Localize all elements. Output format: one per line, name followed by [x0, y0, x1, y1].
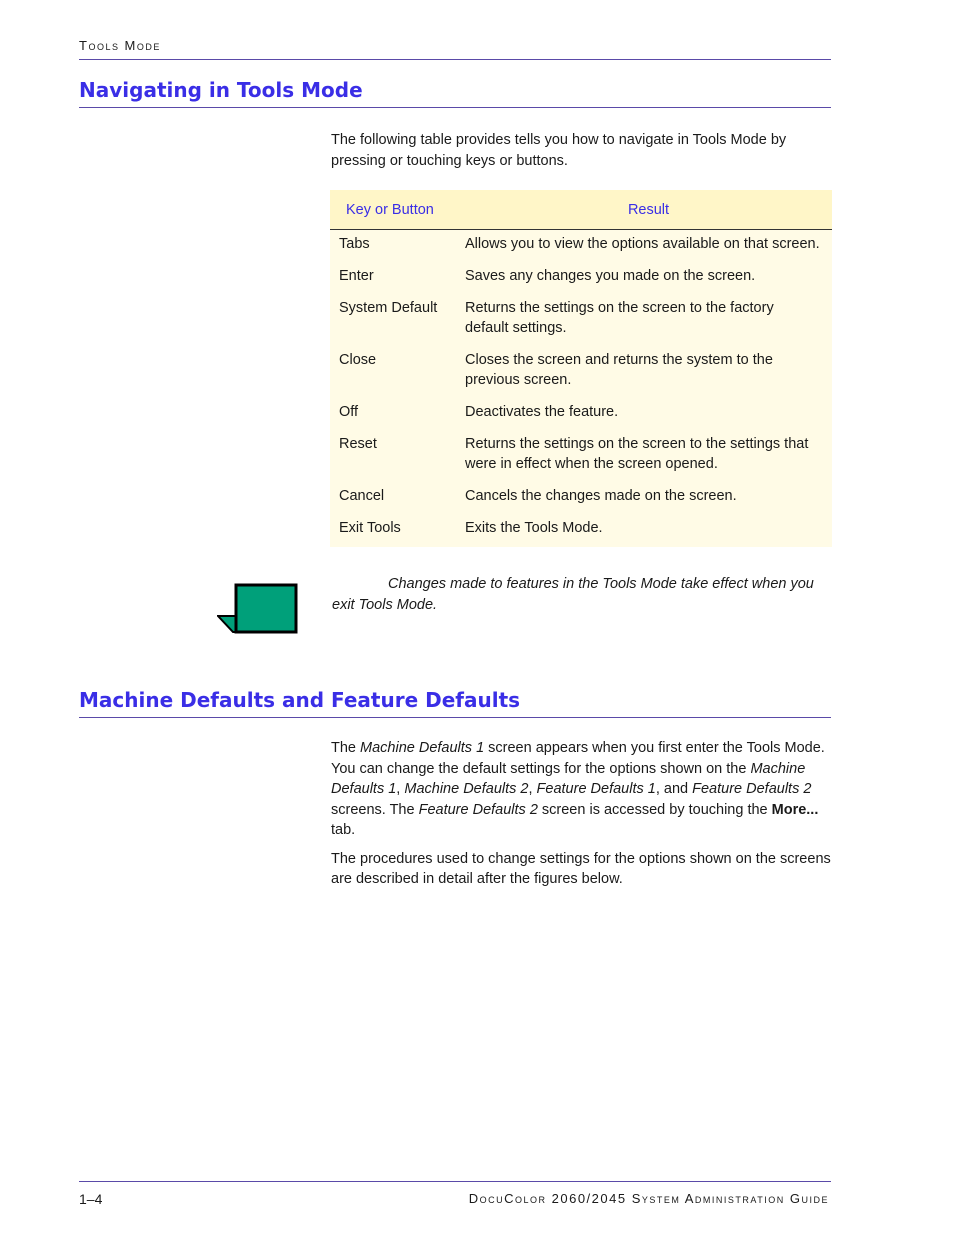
section-title-navigating: Navigating in Tools Mode — [79, 78, 363, 102]
text-run: , and — [655, 781, 693, 797]
screen-name: Feature Defaults 2 — [418, 801, 538, 818]
column-header-key: Key or Button — [330, 190, 465, 230]
screen-name: Machine Defaults 1 — [360, 740, 485, 756]
note-text: Changes made to features in the Tools Mode take effect when you exit Tools Mode. — [332, 576, 814, 613]
key-cell: System Default — [339, 300, 438, 316]
more-tab-label: More... — [771, 801, 819, 818]
table-row — [330, 347, 832, 399]
result-cell: Saves any changes you made on the screen. — [465, 268, 756, 284]
result-cell: Cancels the changes made on the screen. — [465, 488, 737, 504]
table-row — [330, 431, 832, 483]
text-run: screen is accessed by touching the — [537, 801, 772, 818]
result-cell: Deactivates the feature. — [465, 404, 619, 420]
table-row — [330, 483, 832, 515]
result-cell: Allows you to view the options available on that screen. — [465, 236, 820, 252]
defaults-body — [331, 738, 831, 898]
navigation-table — [330, 190, 832, 547]
result-cell: Exits the Tools Mode. — [465, 520, 603, 536]
key-cell: Close — [339, 352, 377, 368]
table-row — [330, 230, 832, 264]
section-rule — [79, 107, 831, 108]
section-rule — [79, 717, 831, 718]
defaults-paragraph — [331, 738, 831, 841]
table-header-row — [330, 190, 832, 230]
procedures-paragraph: The procedures used to change settings for the options shown on the screens are described in detail after the figures below. — [331, 850, 831, 887]
page-number: 1–4 — [79, 1191, 103, 1207]
text-run: tab. — [331, 822, 356, 838]
key-cell: Tabs — [339, 236, 370, 252]
column-header-result: Result — [465, 190, 832, 230]
screen-name: Machine Defaults 1 — [331, 760, 806, 797]
result-cell: Returns the settings on the screen to the settings that were in effect when the screen opened. — [465, 436, 809, 472]
result-cell: Closes the screen and returns the system to the previous screen. — [465, 352, 773, 388]
intro-paragraph — [331, 130, 831, 179]
text-run: , — [528, 781, 537, 797]
section-title-defaults: Machine Defaults and Feature Defaults — [79, 688, 521, 712]
header-rule — [79, 59, 831, 60]
screen-name: Feature Defaults 2 — [692, 781, 812, 797]
note-icon — [217, 583, 299, 634]
key-cell: Enter — [339, 268, 374, 284]
text-run: The — [331, 740, 361, 756]
screen-name: Machine Defaults 2 — [404, 781, 529, 797]
footer-rule — [79, 1181, 831, 1182]
table-row — [330, 515, 832, 547]
table-row — [330, 399, 832, 431]
intro-text: The following table provides tells you how to navigate in Tools Mode by pressing or touching keys or buttons. — [331, 132, 787, 169]
text-run: , — [396, 781, 405, 797]
running-head: Tools Mode — [79, 38, 161, 53]
book-title: DocuColor 2060/2045 System Administration Guide — [468, 1191, 829, 1206]
key-cell: Cancel — [339, 488, 385, 504]
screen-name: Feature Defaults 1 — [536, 781, 656, 797]
text-run: screens. The — [331, 801, 419, 818]
text-run: screen appears when you first enter the Tools Mode. You can change the default settings for the options shown on the — [331, 740, 825, 777]
result-cell: Returns the settings on the screen to the factory default settings. — [465, 300, 774, 336]
key-cell: Off — [339, 404, 359, 420]
key-cell: Reset — [339, 436, 377, 452]
table-row — [330, 295, 832, 347]
key-cell: Exit Tools — [339, 520, 401, 536]
table-row — [330, 263, 832, 295]
